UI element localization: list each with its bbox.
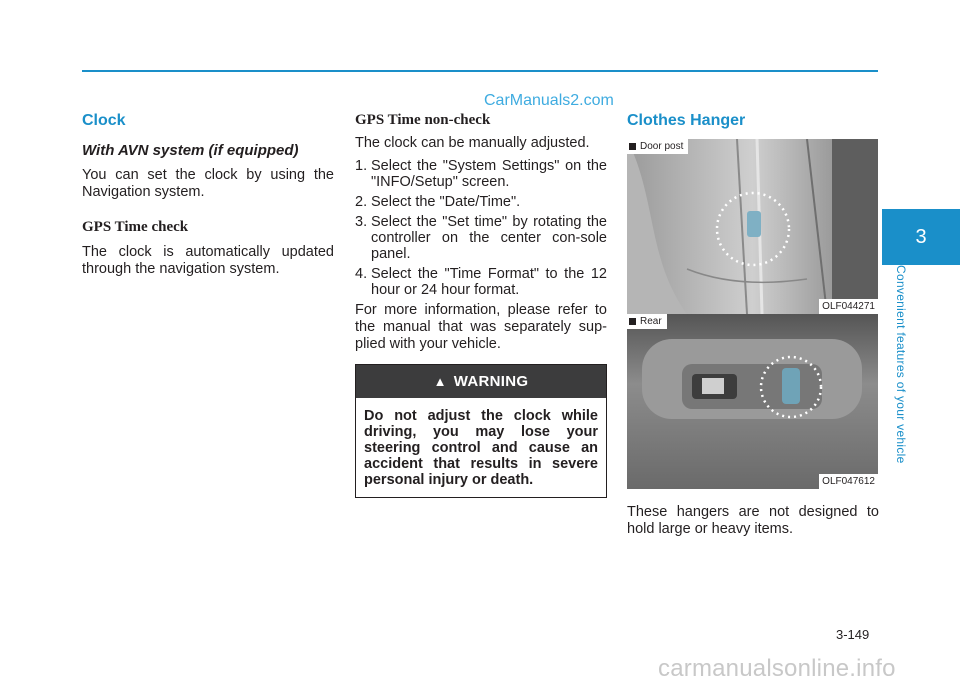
watermark: CarManuals2.com bbox=[484, 92, 614, 109]
clock-intro: You can set the clock by using the Navigation system. bbox=[82, 167, 334, 200]
chapter-title: Convenient features of your vehicle bbox=[894, 265, 908, 464]
steps-list bbox=[355, 158, 607, 298]
rear-photo bbox=[627, 314, 878, 489]
gps-noncheck-title: GPS Time non-check bbox=[355, 112, 491, 128]
list-item: 3. Select the "Set time" by rotating the controller on the center con-sole panel. bbox=[355, 214, 607, 262]
clock-subtitle: With AVN system (if equipped) bbox=[82, 142, 299, 159]
clock-section bbox=[82, 112, 334, 278]
gps-noncheck-section bbox=[355, 112, 607, 353]
door-post-photo bbox=[627, 139, 878, 314]
list-item: 4. Select the "Time Format" to the 12 hour or 24 hour format. bbox=[355, 266, 607, 298]
hanger-note: These hangers are not designed to hold large or heavy items. bbox=[627, 504, 879, 537]
warning-header bbox=[356, 365, 606, 398]
hanger-title: Clothes Hanger bbox=[627, 112, 746, 129]
bottom-watermark: carmanualsonline.info bbox=[658, 655, 896, 682]
gps-check-body: The clock is automatically updated through the navigation system. bbox=[82, 244, 334, 277]
more-info-text: For more information, please refer to the manual that was separately sup-plied with your vehicle. bbox=[355, 302, 607, 352]
chapter-tab: 3 bbox=[882, 209, 960, 265]
door-post-caption: Door post bbox=[627, 139, 688, 154]
gps-noncheck-intro: The clock can be manually adjusted. bbox=[355, 135, 590, 151]
list-item: 2. Select the "Date/Time". bbox=[355, 194, 521, 210]
gps-check-title: GPS Time check bbox=[82, 219, 189, 235]
door-post-code: OLF044271 bbox=[819, 299, 878, 314]
warning-box bbox=[355, 364, 607, 498]
rear-image bbox=[627, 314, 878, 489]
warning-heading: WARNING bbox=[453, 373, 529, 390]
rear-caption: Rear bbox=[627, 314, 667, 329]
hanger-section bbox=[627, 112, 879, 130]
clock-title: Clock bbox=[82, 112, 126, 129]
page-number: 3-149 bbox=[836, 627, 870, 642]
rear-code: OLF047612 bbox=[819, 474, 878, 489]
header-rule bbox=[82, 70, 878, 72]
door-post-image bbox=[627, 139, 878, 314]
list-item: 1. Select the "System Settings" on the "INFO/Setup" screen. bbox=[355, 158, 607, 190]
warning-triangle-icon: ▲ bbox=[433, 374, 447, 389]
warning-text: Do not adjust the clock while driving, you may lose your steering control and cause an accident that results in severe personal injury or death. bbox=[364, 408, 598, 488]
